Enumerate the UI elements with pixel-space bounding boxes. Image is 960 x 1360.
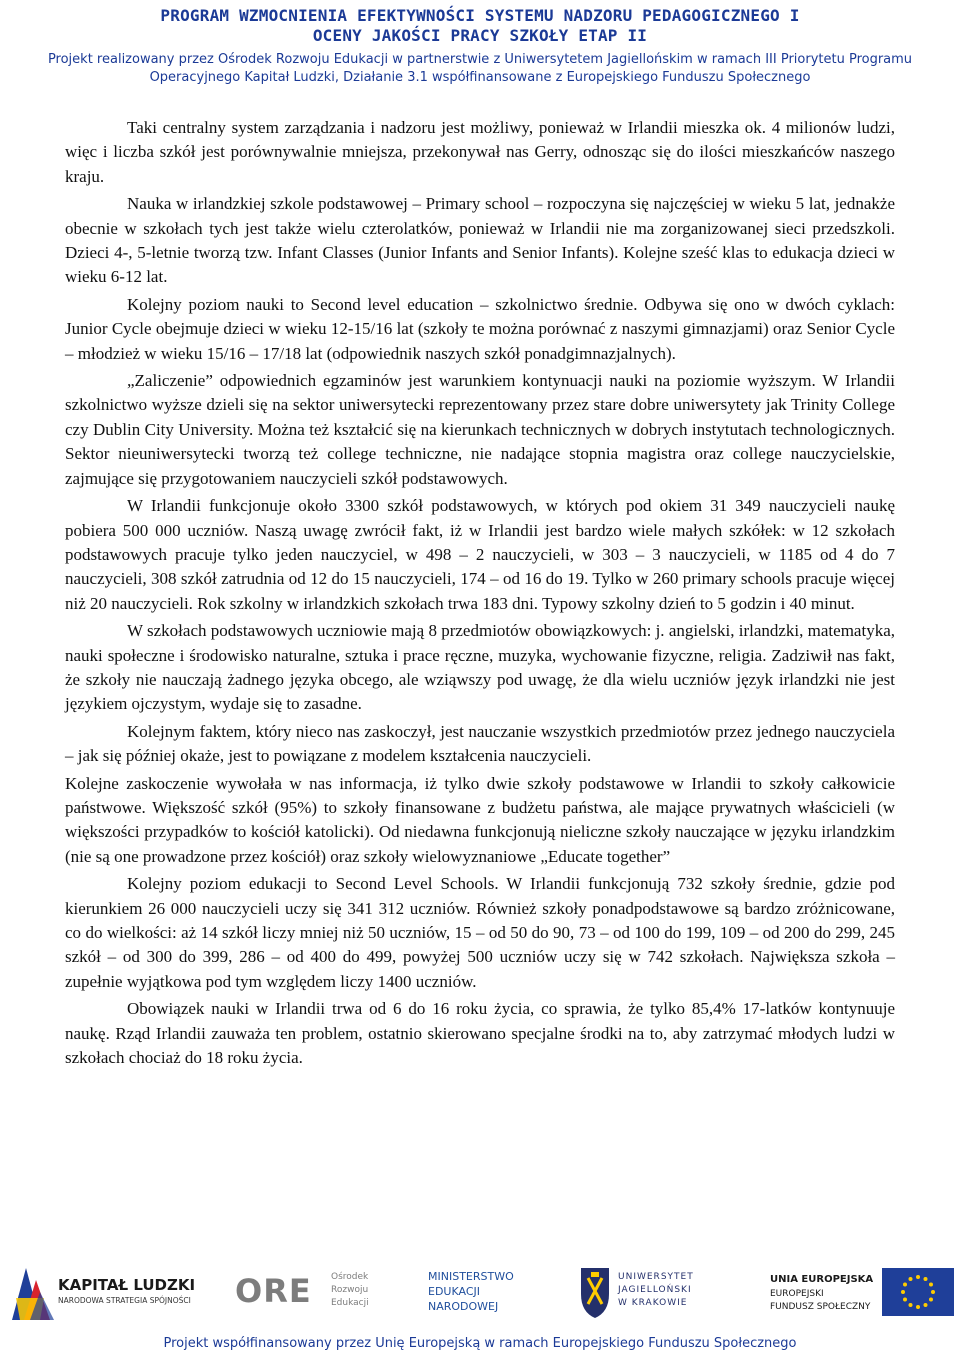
kapital-ludzki-sub: NARODOWA STRATEGIA SPÓJNOŚCI (58, 1296, 191, 1305)
paragraph: Kolejne zaskoczenie wywołała w nas informacja, iż tylko dwie szkoły podstawowe w Irlandii to szkoły całkowicie państwowe. Większość szkół (95%) to szkoły finansowane z budżetu państwa, ale mające prywatnych właścicieli (w większości przypadków to kościół katolicki). Od niedawna funkcjonują nieliczne szkoły nauczające w języku irlandzkim (nie są one prowadzone przez kościół) oraz szkoły wielowyznaniowe „Educate together” (65, 773, 895, 866)
paragraph: Kolejny poziom edukacji to Second Level Schools. W Irlandii funkcjonują 732 szkoły średnie, gdzie pod kierunkiem 26 000 nauczycieli uczy się 341 312 uczniów. Również szkoły ponadpodstawowe są bardzo zróżnicowane, co do wielkości: aż 14 szkół liczy mniej niż 50 uczniów, 15 – od 50 do 90, 73 – od 100 do 199, 109 – od 200 do 299, 245 szkół – od 300 do 399, 286 – od 400 do 499, powyżej 500 uczniów uczy się w 742 szkołach. Największa szkoła – zupełnie wyjątkowa pod tym względem liczy 1400 uczniów. (65, 874, 895, 991)
page-header (0, 0, 960, 87)
uj-logo (578, 1258, 728, 1328)
uj-line3: W KRAKOWIE (618, 1298, 688, 1308)
ore-line1: Ośrodek (331, 1272, 369, 1282)
uj-line1: UNIWERSYTET (618, 1272, 694, 1282)
paragraph: Kolejnym faktem, który nieco nas zaskoczył, jest nauczanie wszystkich przedmiotów przez jednego nauczyciela – jak się później okaże, jest to powiązane z modelem kształcenia nauczycieli. (65, 721, 895, 766)
ore-line2: Rozwoju (331, 1285, 369, 1295)
eu-star-icon (929, 1283, 933, 1287)
paragraph: Kolejny poziom nauki to Second level education – szkolnictwo średnie. Odbywa się ono w dwóch cyklach: Junior Cycle obejmuje dzieci w wieku 12-15/16 lat (szkoły te można porównać z naszymi gimnazjami) oraz Senior Cycle – młodzież w wieku 15/16 – 17/18 lat (odpowiednik naszych szkół ponadgimnazjalnych). (65, 294, 895, 363)
ore-line3: Edukacji (331, 1298, 369, 1308)
ore-logo (235, 1258, 385, 1328)
eu-star-icon (931, 1290, 935, 1294)
eu-logo (770, 1258, 955, 1328)
uj-line2: JAGIELLOŃSKI (618, 1285, 692, 1295)
ue-line3: FUNDUSZ SPOŁECZNY (770, 1302, 871, 1312)
eu-star-icon (924, 1277, 928, 1281)
program-title-line1: PROGRAM WZMOCNIENIA EFEKTYWNOŚCI SYSTEMU NADZORU PEDAGOGICZNEGO I (160, 6, 800, 25)
paragraph: Taki centralny system zarządzania i nadzoru jest możliwy, ponieważ w Irlandii mieszka ok. 4 milionów ludzi, więc i liczba szkół jest porównywalnie mniejsza, przekonywał nas Gerry, odnosząc się do ilości mieszkańców naszego kraju. (65, 118, 895, 186)
eu-star-icon (901, 1290, 905, 1294)
eu-star-icon (909, 1303, 913, 1307)
eu-star-icon (903, 1298, 907, 1302)
project-subtitle: Projekt realizowany przez Ośrodek Rozwoju Edukacji w partnerstwie z Uniwersytetem Jagiellońskim w ramach III Priorytetu Programu Operacyjnego Kapitał Ludzki, Działanie 3.1 współfinansowane z Europejskiego Funduszu Społecznego (47, 52, 913, 85)
paragraph: Nauka w irlandzkiej szkole podstawowej – Primary school – rozpoczyna się najczęściej w wieku 5 lat, jednakże obecnie w szkołach tych jest także wielu czterolatków, ponieważ w Irlandii nie ma zorganizowanej sieci przedszkoli. Dzieci 4-, 5-letnie tworzą tzw. Infant Classes (Junior Infants and Senior Infants). Kolejne sześć klas to edukacja dzieci w wieku 6-12 lat. (65, 194, 895, 287)
eu-star-icon (916, 1275, 920, 1279)
eu-star-icon (924, 1303, 928, 1307)
uj-crest-icon (578, 1264, 612, 1320)
eu-star-icon (929, 1298, 933, 1302)
eu-star-icon (903, 1283, 907, 1287)
paragraph: W Irlandii funkcjonuje około 3300 szkół podstawowych, w których pod okiem 31 349 nauczycieli naukę pobiera 500 000 uczniów. Naszą uwagę zwrócił fakt, iż w Irlandii jest bardzo wiele małych szkółek: w 12 szkołach podstawowych pracuje tylko jeden nauczyciel, w 498 – 2 nauczycieli, w 303 – 3 nauczycieli, w 1185 od 4 do 7 nauczycieli, 308 szkół zatrudnia od 12 do 15 nauczycieli, 174 – od 16 do 19. Tylko w 260 primary schools pracuje więcej niż 20 nauczycieli. Rok szkolny w irlandzkich szkołach trwa 183 dni. Typowy szkolny dzień to 5 godzin i 40 minut. (65, 496, 895, 613)
kapital-ludzki-logo (10, 1258, 200, 1328)
paragraph: W szkołach podstawowych uczniowie mają 8 przedmiotów obowiązkowych: j. angielski, irlandzki, matematyka, nauki społeczne i środowisko naturalne, sztuka i prace ręczne, muzyka, wychowanie fizyczne, religia. Zadziwił nas fakt, że szkoły nie nauczają żadnego języka obcego, ale wziąwszy pod uwagę, że dla wielu uczniów język irlandzki nie jest językiem ojczystym, wydaje się to zasadne. (65, 621, 895, 714)
program-title-line2: OCENY JAKOŚCI PRACY SZKOŁY ETAP II (312, 26, 648, 45)
paragraph: Obowiązek nauki w Irlandii trwa od 6 do 16 roku życia, co sprawia, że tylko 85,4% 17-latków kontynuuje naukę. Rząd Irlandii zauważa ten problem, ostatnio skierowano specjalne środki na to, aby zatrzymać młodych ludzi w szkołach chociaż do 18 roku życia. (65, 999, 895, 1068)
ue-line2: EUROPEJSKI (770, 1289, 824, 1299)
paragraph: „Zaliczenie” odpowiednich egzaminów jest warunkiem kontynuacji nauki na poziomie wyższym. W Irlandii szkolnictwo wyższe dzieli się na sektor uniwersytecki reprezentowany przez stare dobre uniwersytety jak Trinity College czy Dublin City University. Można też kształcić się na kierunkach technicznych w dobrych instytutach technologicznych. Sektor nieuniwersytecki tworzą też college techniczne, nie nadające stopnia magistra oraz college nauczycielskie, zajmujące się przygotowaniem nauczycieli szkół podstawowych. (65, 371, 895, 488)
men-logo (428, 1258, 548, 1328)
ue-line1: UNIA EUROPEJSKA (770, 1274, 874, 1285)
eu-star-icon (916, 1305, 920, 1309)
ore-mark: ORE (235, 1272, 312, 1310)
men-line3: NARODOWEJ (428, 1300, 499, 1313)
page-footer: Projekt współfinansowany przez Unię Europejską w ramach Europejskiego Funduszu Społecznego (163, 1336, 797, 1351)
eu-star-icon (909, 1277, 913, 1281)
eu-flag-icon (882, 1268, 954, 1316)
men-line1: MINISTERSTWO (428, 1270, 514, 1283)
document-body (65, 116, 895, 1073)
kapital-ludzki-name: KAPITAŁ LUDZKI (58, 1276, 196, 1294)
partner-logos (0, 1258, 960, 1328)
men-line2: EDUKACJI (428, 1285, 480, 1298)
